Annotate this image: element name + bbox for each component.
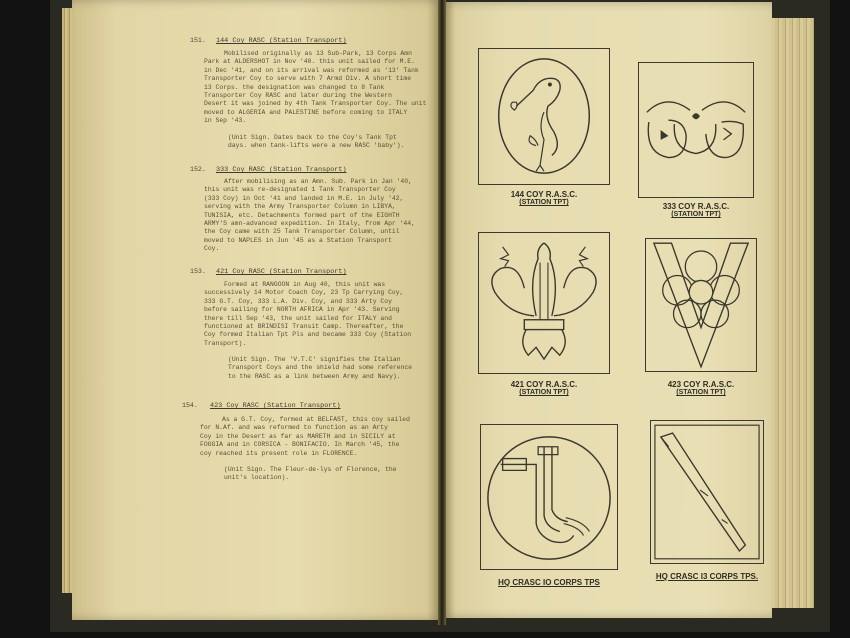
right-page-edges — [768, 18, 814, 608]
entry-line: (333 Coy) in Oct '41 and landed in M.E. in July '42, — [204, 194, 404, 202]
emblem-333-coy — [638, 62, 754, 198]
horseshoe-chain-icon — [639, 63, 753, 197]
entry-line: 13 Corps. the designation was changed to 8 Tank — [204, 83, 385, 91]
entry-number: 153. — [190, 268, 206, 275]
emblem-144-coy — [478, 48, 610, 185]
emblem-caption — [650, 572, 764, 581]
caption-subtitle: (STATION TPT) — [519, 389, 569, 396]
entry-line: unit's location). — [224, 474, 290, 482]
entry-line: FOGGIA and in CORSICA - BONIFACIO. In March '45, the — [200, 441, 400, 449]
caption-subtitle: (STATION TPT) — [671, 211, 721, 218]
entry-line: As a G.T. Coy, formed at BELFAST, this coy sailed — [222, 416, 410, 423]
entry-line: moved to ALGERIA and PALESTINE before coming to ITALY — [204, 108, 408, 116]
emblem-caption — [478, 190, 610, 206]
entry-line: Transporter Coy RASC and later during the Western — [204, 92, 392, 100]
emblem-423-coy — [645, 238, 757, 372]
entry-line: Formed at RANGOON in Aug 40, this unit was — [224, 281, 386, 288]
entry-line: After mobilising as an Amn. Sub. Park in Jan '40, — [224, 178, 412, 185]
stork-icon — [479, 49, 609, 184]
entry-heading: 423 Coy RASC (Station Transport) — [210, 402, 341, 410]
entry-line: (Unit Sign. The 'V.T.C' signifies the Italian — [228, 356, 401, 363]
emblem-hq-crasc-13-corps — [650, 420, 764, 564]
book-spine — [438, 0, 446, 625]
entry-line: to the RASC as a link between Army and Navy). — [228, 372, 401, 380]
caption-subtitle: (STATION TPT) — [519, 199, 569, 206]
entry-line: ARMY'S amn-advanced expedition. In Italy, from Apr '44, — [204, 220, 415, 228]
emblem-hq-crasc-10-corps — [480, 424, 618, 570]
caption-title: HQ CRASC IO CORPS TPS — [498, 578, 600, 587]
entry-line: this unit was re-designated 1 Tank Transporter Coy — [204, 186, 396, 194]
entry-number: 152. — [190, 166, 206, 173]
entry-number: 154. — [182, 402, 198, 409]
fleur-de-lys-icon — [479, 233, 609, 373]
entry-line: there till Sep '43, the unit sailed for ITALY and — [204, 314, 392, 322]
entry-line: Coy. — [204, 245, 220, 253]
entry-line: Transport). — [204, 339, 247, 347]
pencil-icon — [651, 421, 763, 563]
entry-body — [204, 178, 415, 254]
entry-line: TUNISIA, etc. Detachments formed part of the EIGHTH — [204, 211, 400, 219]
emblem-caption — [478, 380, 610, 396]
entry-line: (Unit Sign. Dates back to the Coy's Tank Tpt — [228, 133, 397, 141]
caption-title: 144 COY R.A.S.C. — [510, 190, 578, 199]
caption-title: HQ CRASC I3 CORPS TPS. — [655, 572, 759, 581]
entry-body — [200, 416, 410, 483]
emblem-caption — [645, 380, 757, 396]
entry-heading: 421 Coy RASC (Station Transport) — [216, 268, 347, 276]
entry-line: successively 14 Motor Coach Coy, 23 Tp Carrying Coy, — [204, 289, 404, 297]
entry-line: serving with the Army Transporter Column in LIBYA, — [204, 203, 396, 211]
caption-title: 421 COY R.A.S.C. — [510, 380, 578, 389]
emblem-caption — [638, 202, 754, 218]
entry-line: Park at ALDERSHOT in Nov '40. this unit sailed for M.E. — [204, 58, 415, 66]
entry-line: Mobilised originally as 13 Sub-Park, 13 Corps Amn — [224, 50, 412, 57]
entry-line: in Dec '41, and on its arrival was reformed as '13' Tank — [204, 66, 419, 74]
column-icon — [481, 425, 617, 569]
entry-line: Coy formed Italian Tpt Pls and became 333 Coy (Station — [204, 331, 412, 339]
entry-line: moved to NAPLES in Jun '45 as a Station Transport — [204, 236, 392, 244]
caption-subtitle: (STATION TPT) — [676, 389, 726, 396]
entry-line: Coy in the Desert as far as MARETH and in SICILY at — [200, 432, 396, 440]
caption-title: 333 COY R.A.S.C. — [662, 202, 730, 211]
entry-body — [204, 50, 426, 150]
entry-line: functioned at BRINDISI Transit Camp. Thereafter, the — [204, 323, 404, 331]
entry-line: Transporter Coy to serve with 7 Armd Div. A short time — [204, 75, 412, 83]
entry-line: for N.Af. and was reformed to function as an Arty — [200, 424, 388, 432]
entry-line: in Sep '43. — [204, 117, 247, 125]
entry-line: before sailing for NORTH AFRICA in Apr '43. Serving — [204, 306, 400, 314]
emblem-caption — [480, 578, 618, 587]
entry-line: (Unit Sign. The Fleur-de-lys of Florence, the — [224, 466, 397, 474]
entry-heading: 144 Coy RASC (Station Transport) — [216, 37, 347, 45]
entry-line: the Coy came with 25 Tank Transporter Column, until — [204, 228, 400, 236]
emblem-421-coy — [478, 232, 610, 374]
entry-heading: 333 Coy RASC (Station Transport) — [216, 166, 347, 174]
entry-number: 151. — [190, 37, 206, 44]
unit-sign-note — [228, 356, 412, 381]
rose-v-icon — [646, 239, 756, 371]
entry-line: days. when tank-lifts were a new RASC 'baby'). — [228, 142, 405, 150]
entry-body — [204, 281, 411, 348]
entry-line: Desert it was joined by 4th Tank Transporter Coy. The unit — [204, 100, 427, 108]
entry-line: Transport Coys and the shield had some reference — [228, 364, 413, 372]
entry-line: coy reached its present role in FLORENCE. — [200, 449, 358, 457]
caption-title: 423 COY R.A.S.C. — [667, 380, 735, 389]
entry-line: 333 G.T. Coy, 333 L.A. Div. Coy, and 333 Arty Coy — [204, 297, 392, 305]
